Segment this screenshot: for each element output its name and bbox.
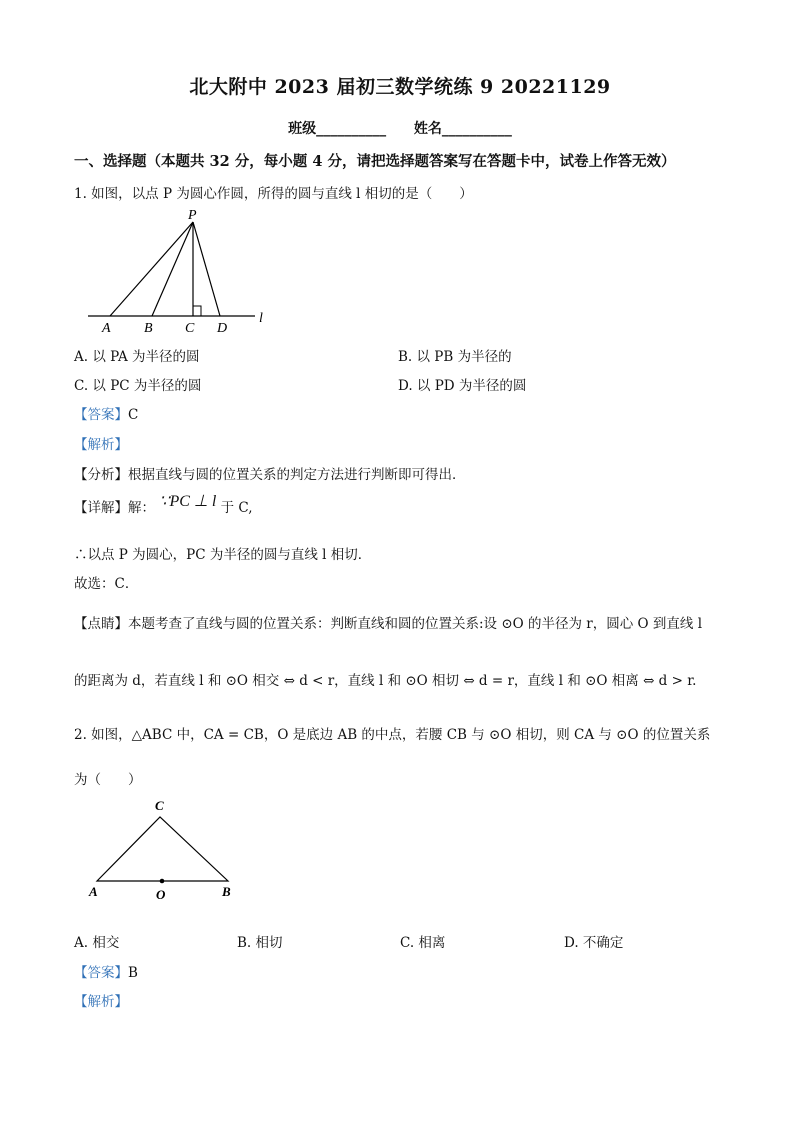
point-o xyxy=(160,879,165,884)
label-c: C xyxy=(155,798,164,813)
label-c: C xyxy=(185,321,195,336)
detail-tag: 【详解】 xyxy=(74,500,128,516)
detail-math: ∵PC ⊥ l xyxy=(159,493,217,510)
answer-tag: 【答案】 xyxy=(74,965,128,981)
dianjing-tag: 【点睛】 xyxy=(74,616,128,632)
segment-pb xyxy=(152,222,193,316)
q1-figure xyxy=(80,200,280,340)
segment-pd xyxy=(193,222,220,316)
answer-value: B xyxy=(128,965,138,981)
fenxi-tag: 【分析】 xyxy=(74,467,128,483)
q2-option-b: B. 相切 xyxy=(237,935,283,951)
label-d: D xyxy=(217,321,228,336)
segment-pa xyxy=(110,222,193,316)
q1-option-c: C. 以 PC 为半径的圆 xyxy=(74,378,202,394)
section-heading: 一、选择题（本题共 32 分，每小题 4 分，请把选择题答案写在答题卡中，试卷上作答无效） xyxy=(74,153,676,170)
name-label: 姓名__________ xyxy=(413,121,512,137)
q1-dianjing-line2: 的距离为 d，若直线 l 和 ⊙O 相交 ⇔ d < r，直线 l 和 ⊙O 相切 ⇔ d = r，直线 l 和 ⊙O 相离 ⇔ d > r. xyxy=(74,673,697,689)
q2-answer xyxy=(74,961,138,981)
q2-stem-line2: 为（ ） xyxy=(74,772,142,788)
dianjing-line1: 本题考查了直线与圆的位置关系：判断直线和圆的位置关系:设 ⊙O 的半径为 r，圆心 O 到直线 l xyxy=(128,616,703,632)
page-title: 北大附中 2023 届初三数学统练 9 20221129 xyxy=(189,76,611,98)
q2-option-c: C. 相离 xyxy=(400,935,446,951)
label-o: O xyxy=(156,887,166,902)
detail-prefix: 解： xyxy=(128,500,155,516)
label-a: A xyxy=(102,321,111,336)
q1-option-a: A. 以 PA 为半径的圆 xyxy=(74,349,200,365)
triangle-abc xyxy=(97,817,228,881)
q1-option-d: D. 以 PD 为半径的圆 xyxy=(398,378,527,394)
q1-dianjing xyxy=(74,612,702,632)
q1-option-b: B. 以 PB 为半径的 xyxy=(398,349,512,365)
label-b: B xyxy=(144,321,153,336)
q2-figure xyxy=(86,795,246,910)
answer-value: C xyxy=(128,407,139,423)
q1-answer xyxy=(74,403,138,423)
class-label: 班级__________ xyxy=(288,121,387,137)
label-l: l xyxy=(259,311,263,326)
fenxi-text: 根据直线与圆的位置关系的判定方法进行判断即可得出． xyxy=(128,467,466,483)
q1-choice: 故选：C． xyxy=(74,576,139,592)
q2-stem-line1: 2. 如图，△ABC 中，CA = CB，O 是底边 AB 的中点，若腰 CB 与 ⊙O 相切，则 CA 与 ⊙O 的位置关系 xyxy=(74,727,711,743)
q2-analysis-tag: 【解析】 xyxy=(74,994,128,1010)
q1-analysis-tag: 【解析】 xyxy=(74,437,128,453)
label-a: A xyxy=(89,884,98,899)
q2-option-a: A. 相交 xyxy=(74,935,120,951)
answer-tag: 【答案】 xyxy=(74,407,128,423)
q1-conclusion: ∴以点 P 为圆心，PC 为半径的圆与直线 l 相切． xyxy=(74,547,372,563)
q1-fenxi xyxy=(74,463,466,483)
q1-stem: 1. 如图，以点 P 为圆心作圆，所得的圆与直线 l 相切的是（ ） xyxy=(74,186,473,202)
detail-suffix: 于 C, xyxy=(220,500,253,516)
label-b: B xyxy=(222,884,231,899)
label-p: P xyxy=(188,208,197,223)
student-info xyxy=(0,118,800,138)
q1-detail xyxy=(74,493,253,517)
right-angle-mark xyxy=(193,306,201,316)
q2-option-d: D. 不确定 xyxy=(564,935,624,951)
